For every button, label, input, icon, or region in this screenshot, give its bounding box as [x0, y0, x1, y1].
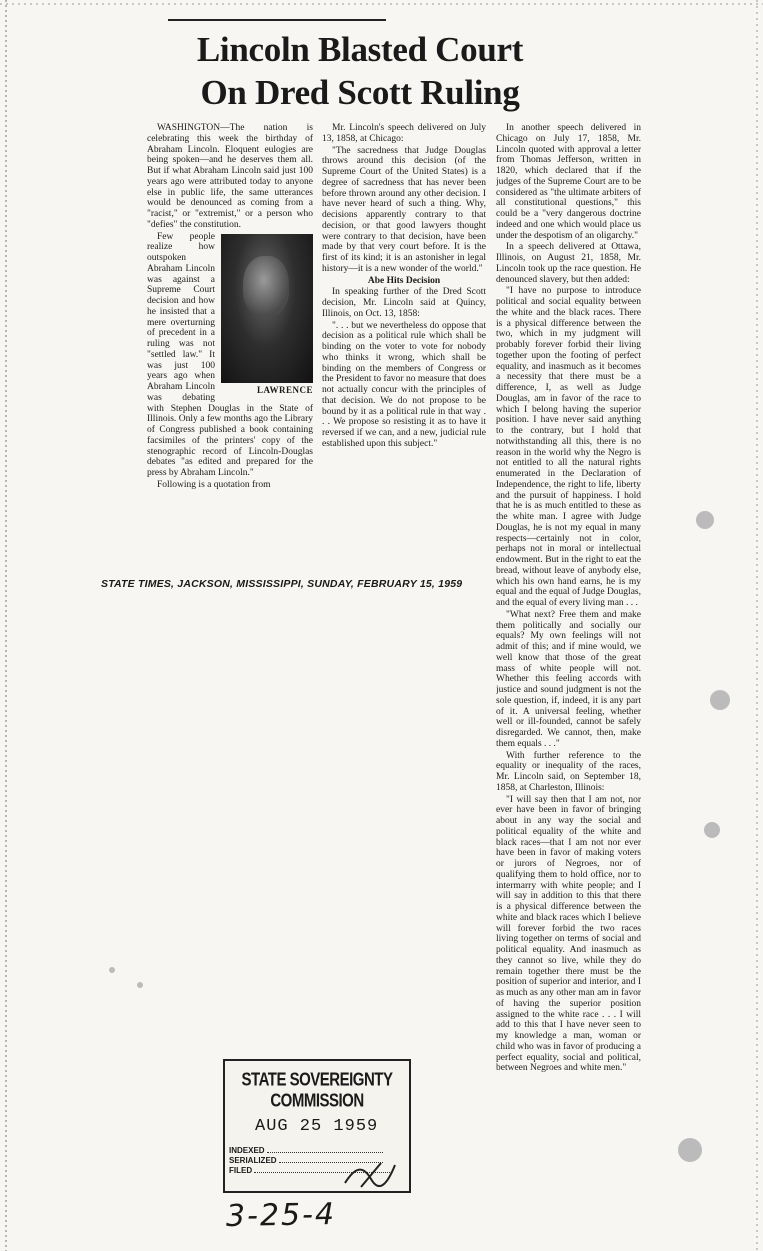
stamp-indexed-row — [229, 1146, 405, 1155]
col3-paragraph: In another speech delivered in Chicago on July 17, 1858, Mr. Lincoln quoted with approval a letter from Thomas Jefferson, written in 1820, which declared that if the judges of the Supreme Court are to be considered as "the ultimate arbiters of all constitutional questions," this could be a "very dangerous doctrine indeed and one which would place us under the despotism of an oligarchy." — [496, 123, 641, 241]
article-column-2 — [322, 123, 486, 548]
stamp-signature — [341, 1161, 401, 1189]
col3-paragraph: "I have no purpose to introduce political and social equality between the white and the black races. There is a physical difference between the two, which in my judgment will probably forever forbid their living together upon the footing of perfect equality, and inasmuch as it becomes a necessity that there must be a difference, I, as well as Judge Douglas, am in favor of the race to which I belong having the superior position. I have never said anything to the contrary, but I hold that notwithstanding all this, there is no reason in the world why the Negro is not entitled to all the natural rights enumerated in the Declaration of Independence, the right to life, liberty and the pursuit of happiness. I hold that he is as much entitled to these as the white man. I agree with Judge Douglas, he is not my equal in many respects—certainly not in color, perhaps not in moral or intellectual endowment. But in the right to eat the bread, without leave of anybody else, which his own hand earns, he is my equal and the equal of Judge Douglas, and the equal of every living man . . . — [496, 286, 641, 608]
newspaper-dateline: STATE TIMES, JACKSON, MISSISSIPPI, SUNDAY, FEBRUARY 15, 1959 — [101, 578, 463, 590]
headline-rule — [168, 19, 386, 21]
col2-paragraph: In speaking further of the Dred Scott decision, Mr. Lincoln said at Quincy, Illinois, on Oct. 13, 1858: — [322, 287, 486, 319]
col3-paragraph: In a speech delivered at Ottawa, Illinois, on August 21, 1858, Mr. Lincoln took up the race question. He denounced slavery, but then added: — [496, 242, 641, 285]
stamp-title: STATE SOVEREIGNTY COMMISSION — [241, 1069, 393, 1112]
photo-caption: LAWRENCE — [256, 384, 313, 395]
stamp-indexed-label: INDEXED — [229, 1146, 265, 1155]
col1-paragraph: WASHINGTON—The nation is celebrating this week the birthday of Abraham Lincoln. Eloquent eulogies are being spoken—and he deserves them all. But if what Abraham Lincoln said just 100 years ago were attributed today to anyone else in public life, the same utterances would be denounced as coming from a "racist," or "extremist," or a person who "defies" the constitution. — [147, 123, 313, 230]
commission-stamp — [223, 1059, 411, 1193]
stamp-serialized-label: SERIALIZED — [229, 1156, 277, 1165]
col2-paragraph: Mr. Lincoln's speech delivered on July 13, 1858, at Chicago: — [322, 123, 486, 144]
col1-paragraph: Following is a quotation from — [157, 479, 271, 490]
stamp-date: AUG 25 1959 — [255, 1117, 379, 1136]
article-column-3 — [496, 123, 641, 1245]
col2-subhead: Abe Hits Decision — [367, 275, 441, 286]
headline — [150, 28, 570, 114]
headline-line-2: On Dred Scott Ruling — [200, 73, 520, 112]
lincoln-photo — [221, 234, 313, 396]
col2-paragraph: "The sacredness that Judge Douglas throws around this decision (of the Supreme Court of the United States) is a degree of sacredness that has never been before thrown around any other decision. I have never heard of such a thing. Why, decisions apparently contrary to that decision, or that good lawyers thought were contrary to that decision, have been made by that very court before. It is the first of its kind; it is an astonisher in legal history—it is a new wonder of the world." — [322, 145, 486, 274]
portrait-image — [221, 234, 313, 383]
col3-paragraph: With further reference to the equality or inequality of the races, Mr. Lincoln said, on September 18, 1858, at Charleston, Illinois: — [496, 750, 641, 793]
col2-paragraph: ". . . but we nevertheless do oppose that decision as a political rule which shall be binding on the voter to vote for nobody who thinks it wrong, which shall be binding on the members of Congress or the President to favor no measure that does not actually concur with the principles of that decision. We do not propose to be bound by it as a political rule in that way . . . We propose so resisting it as to have it reversed if we can, and a new, judicial rule established upon this subject." — [322, 320, 486, 449]
col1-paragraph: Few people realize how outspoken Abraham Lincoln was against a Supreme Court decision and how he insisted that a mere overturning of precedent in a ruling was not "settled law." It was just 100 years ago when Abraham Lincoln was debating with Stephen Douglas in the State of Illinois. Only a few months ago the Library of Congress published a book containing facsimiles of the printers' copy of the stenographic record of Lincoln-Douglas debates "as edited and prepared for the press by Abraham Lincoln." — [147, 231, 313, 478]
article-column-1 — [147, 123, 313, 560]
stamp-filed-label: FILED — [229, 1166, 253, 1175]
col3-paragraph: "I will say then that I am not, nor ever have been in favor of bringing about in any way the social and political equality of the white and black races—that I am not nor ever have been in favor of making voters or jurors of Negroes, nor of qualifying them to hold office, nor to intermarry with white people; and I will say in addition to this that there is a physical difference between the white and black races which I believe will forever forbid the two races living together on terms of social and political equality. And inasmuch as they cannot so live, while they do remain together there must be the position of superior and interior, and I as much as any other man am in favor of having the superior position assigned to the white race . . . I will add to this that I have never seen to my knowledge a man, woman or child who was in favor of producing a perfect equality, social and political, between Negroes and white men." — [496, 794, 641, 1074]
headline-line-1: Lincoln Blasted Court — [196, 30, 524, 69]
handwritten-note: 3-25-4 — [225, 1197, 337, 1234]
col3-paragraph: "What next? Free them and make them politically and socially our equals? My own feelings will not admit of this; and if mine would, we well know that those of the great mass of white people will not. Whether this feeling accords with justice and sound judgment is not the sole question, if, indeed, it is any part of it. A universal feeling, whether well or ill-founded, cannot be safely disregarded. We cannot, then, make them equals . . ." — [496, 609, 641, 749]
